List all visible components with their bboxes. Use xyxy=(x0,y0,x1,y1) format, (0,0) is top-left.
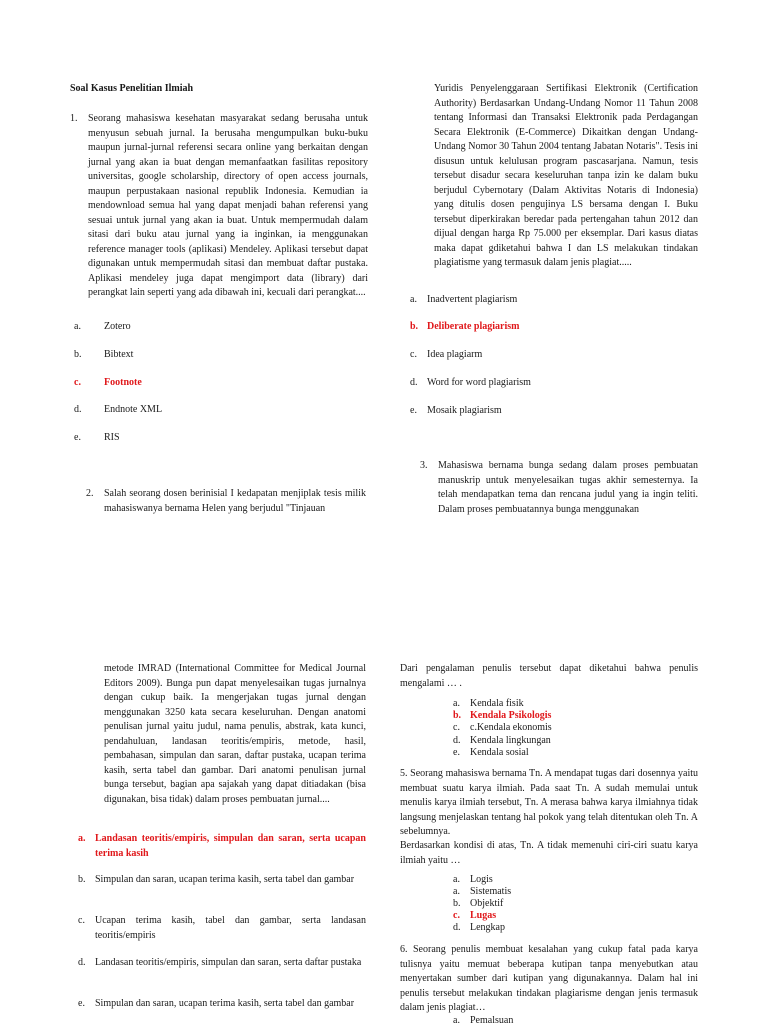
q6-option-a[interactable]: Pemalsuan xyxy=(470,1015,514,1026)
q1-option-a-letter: a. xyxy=(74,321,81,332)
q4-option-b-answer[interactable]: Kendala Psikologis xyxy=(470,710,552,721)
q3-option-d[interactable]: Landasan teoritis/empiris, simpulan dan saran, serta daftar pustaka xyxy=(95,957,362,968)
q1-number: 1. xyxy=(70,113,78,124)
q3-option-e-letter: e. xyxy=(78,998,85,1009)
q3-option-b[interactable]: Simpulan dan saran, ucapan terima kasih, serta tabel dan gambar xyxy=(95,874,355,885)
q3-number: 3. xyxy=(420,460,428,471)
q3-option-b-letter: b. xyxy=(78,874,86,885)
q5-option-4-answer[interactable]: Lugas xyxy=(470,910,497,921)
q6-text: 6. Seorang penulis membuat kesalahan yang cukup fatal pada karya tulisnya yaitu memuat beberapa kutipan tanpa menyebutkan atau menyertakan sumber dari kutipan yang digunakannya. Dalam hal ini penulis tersebut melakukan tindakan plagiarisme dengan jenis termasuk dalam jenis plagiat… xyxy=(400,944,698,1013)
q4-option-d[interactable]: Kendala lingkungan xyxy=(470,735,551,746)
q2-text-start: Salah seorang dosen berinisial I kedapatan menjiplak tesis milik mahasiswanya bernama Helen yang berjudul "Tinjauan xyxy=(104,488,366,514)
q1-option-d[interactable]: Endnote XML xyxy=(104,404,163,415)
q1-option-c-answer[interactable]: Footnote xyxy=(104,377,142,388)
q5-option-1[interactable]: Logis xyxy=(470,874,493,885)
q2-option-c[interactable]: Idea plagiarm xyxy=(427,349,483,360)
q4-text: Dari pengalaman penulis tersebut dapat diketahui bahwa penulis mengalami … . xyxy=(400,663,698,689)
q1-option-b[interactable]: Bibtext xyxy=(104,349,134,360)
q3-text-cont: metode IMRAD (International Committee for Medical Journal Editors 2009). Bunga pun dapat menyelesaikan tugas jurnalnya dengan cukup baik. Ia mengerjakan tugas jurnal dengan menggunakan 3250 kata secara keseluruhan. Dengan anatomi penulisan jurnal yaitu judul, nama penulis, abstrak, kata kunci, pendahuluan, landasan teoritis/empiris, metode, hasil, pembahasan, simpulan dan saran, daftar pustaka, ucapan terima kasih, serta tabel dan gambar. Dari anatomi penulisan jurnal bunga tersebut, bagian apa sajakah yang dapat ditiadakan (bisa digunakan, bisa tidak) dalam proses pembuatan jurnal.... xyxy=(104,663,366,805)
q4-option-e-letter: e. xyxy=(453,747,460,758)
q1-option-e-letter: e. xyxy=(74,432,81,443)
q2-option-c-letter: c. xyxy=(410,349,417,360)
q1-text: Seorang mahasiswa kesehatan masyarakat sedang berusaha untuk menyusun sebuah jurnal. Ia berusaha mengumpulkan buku-buku maupun jurnal-jurnal referensi secara online yang berkaitan dengan jurnal yang akan ia buat dengan memanfaatkan fasilitas repository universitas, google scholarship, directory of open access journals, maupun perpustakaan nasional republik Indonesia. Kemudian ia mendownload semua hal yang dapat menjadi bahan referensi yang sesuai untuk jurnal yang akan ia buat. Untuk mempermudah dalam sitasi dari buku atau jurnal yang ia inginkan, ia menggunakan reference manager tools (aplikasi) Mendeley. Aplikasi tersebut dapat digunakan untuk mempermudah sitasi dan membuat daftar pustaka. Aplikasi mendeley juga dapat mengimport data (library) dari perangkat lain seperti yang ada dibawah ini, kecuali dari perangkat.... xyxy=(88,113,368,298)
q5-option-5-letter: d. xyxy=(453,922,461,933)
q3-option-a-answer[interactable]: Landasan teoritis/empiris, simpulan dan saran, serta ucapan terima kasih xyxy=(95,833,366,859)
q3-text-start: Mahasiswa bernama bunga sedang dalam proses pembuatan manuskrip untuk menyelesaikan tugas akhir semesternya. Ia telah mendapatkan tema dan rencana judul yang ia ingin teliti. Dalam proses pembuatannya bunga menggunakan xyxy=(438,460,698,515)
q3-option-d-letter: d. xyxy=(78,957,86,968)
q3-option-c[interactable]: Ucapan terima kasih, tabel dan gambar, serta landasan teoritis/empiris xyxy=(95,915,366,941)
q2-text-cont: Yuridis Penyelenggaraan Sertifikasi Elektronik (Certification Authority) Berdasarkan Undang-Undang Nomor 11 Tahun 2008 tentang Informasi dan Transaksi Elektronik pada Perdagangan Secara Elektronik (E-Commerce) Dikaitkan dengan Undang-Undang Nomor 30 Tahun 2004 tentang Jabatan Notaris". Tesis ini disusun untuk kelulusan program pascasarjana. Namun, tesis tersebut disadur secara keseluruhan tanpa izin ke dalam buku berjudul Cybernotary (Dalam Aktivitas Notaris di Indonesia) yang ditulis dosen pengujinya LS bersama dengan I. Buku tersebut diperkirakan beredar pada pertengahan tahun 2012 dan dijual dengan harga Rp 75.000 per eksemplar. Dari kasus diatas maka dapat gdiketahui bahwa I dan LS melakukan tindakan plagiatisme yang termasuk dalam jenis plagiat..... xyxy=(434,83,698,268)
q4-option-c-letter: c. xyxy=(453,722,460,733)
q1-option-a[interactable]: Zotero xyxy=(104,321,131,332)
q5-option-2[interactable]: Sistematis xyxy=(470,886,512,897)
q5-option-2-letter: a. xyxy=(453,886,460,897)
q2-option-b-answer[interactable]: Deliberate plagiarism xyxy=(427,321,520,332)
q3-option-c-letter: c. xyxy=(78,915,85,926)
q1-option-b-letter: b. xyxy=(74,349,82,360)
q3-option-e[interactable]: Simpulan dan saran, ucapan terima kasih, serta tabel dan gambar xyxy=(95,998,355,1009)
q2-option-b-letter: b. xyxy=(410,321,419,332)
q2-option-e[interactable]: Mosaik plagiarism xyxy=(427,405,502,416)
q3-option-a-letter: a. xyxy=(78,833,86,844)
q5-option-1-letter: a. xyxy=(453,874,460,885)
q2-option-d-letter: d. xyxy=(410,377,418,388)
q5-option-3-letter: b. xyxy=(453,898,461,909)
q2-option-e-letter: e. xyxy=(410,405,417,416)
q5-option-3[interactable]: Objektif xyxy=(470,898,504,909)
q5-text-2: Berdasarkan kondisi di atas, Tn. A tidak memenuhi ciri-ciri suatu karya ilmiah yaitu … xyxy=(400,840,698,866)
q4-option-c[interactable]: c.Kendala ekonomis xyxy=(470,722,552,733)
page-title: Soal Kasus Penelitian Ilmiah xyxy=(70,83,194,94)
q4-option-a-letter: a. xyxy=(453,698,460,709)
q5-text: 5. Seorang mahasiswa bernama Tn. A mendapat tugas dari dosennya yaitu membuat suatu karya ilmiah. Pada saat Tn. A sudah memulai untuk menulis karya ilmiah tersebut, Tn. A merasa bahwa karya ilmiahnya tidak langsung menjelaskan tentang hal pokok yang telah ditentukan oleh Tn. A sebelumnya. xyxy=(400,768,698,837)
q4-option-b-letter: b. xyxy=(453,710,462,721)
q4-option-d-letter: d. xyxy=(453,735,461,746)
q5-option-4-letter: c. xyxy=(453,910,460,921)
q2-option-a[interactable]: Inadvertent plagiarism xyxy=(427,294,518,305)
q2-number: 2. xyxy=(86,488,94,499)
q4-option-a[interactable]: Kendala fisik xyxy=(470,698,524,709)
q2-option-d[interactable]: Word for word plagiarism xyxy=(427,377,531,388)
q1-option-c-letter: c. xyxy=(74,377,81,388)
q2-option-a-letter: a. xyxy=(410,294,417,305)
q1-option-e[interactable]: RIS xyxy=(104,432,120,443)
q6-option-a-letter: a. xyxy=(453,1015,460,1026)
q5-option-5[interactable]: Lengkap xyxy=(470,922,505,933)
q4-option-e[interactable]: Kendala sosial xyxy=(470,747,529,758)
q1-option-d-letter: d. xyxy=(74,404,82,415)
